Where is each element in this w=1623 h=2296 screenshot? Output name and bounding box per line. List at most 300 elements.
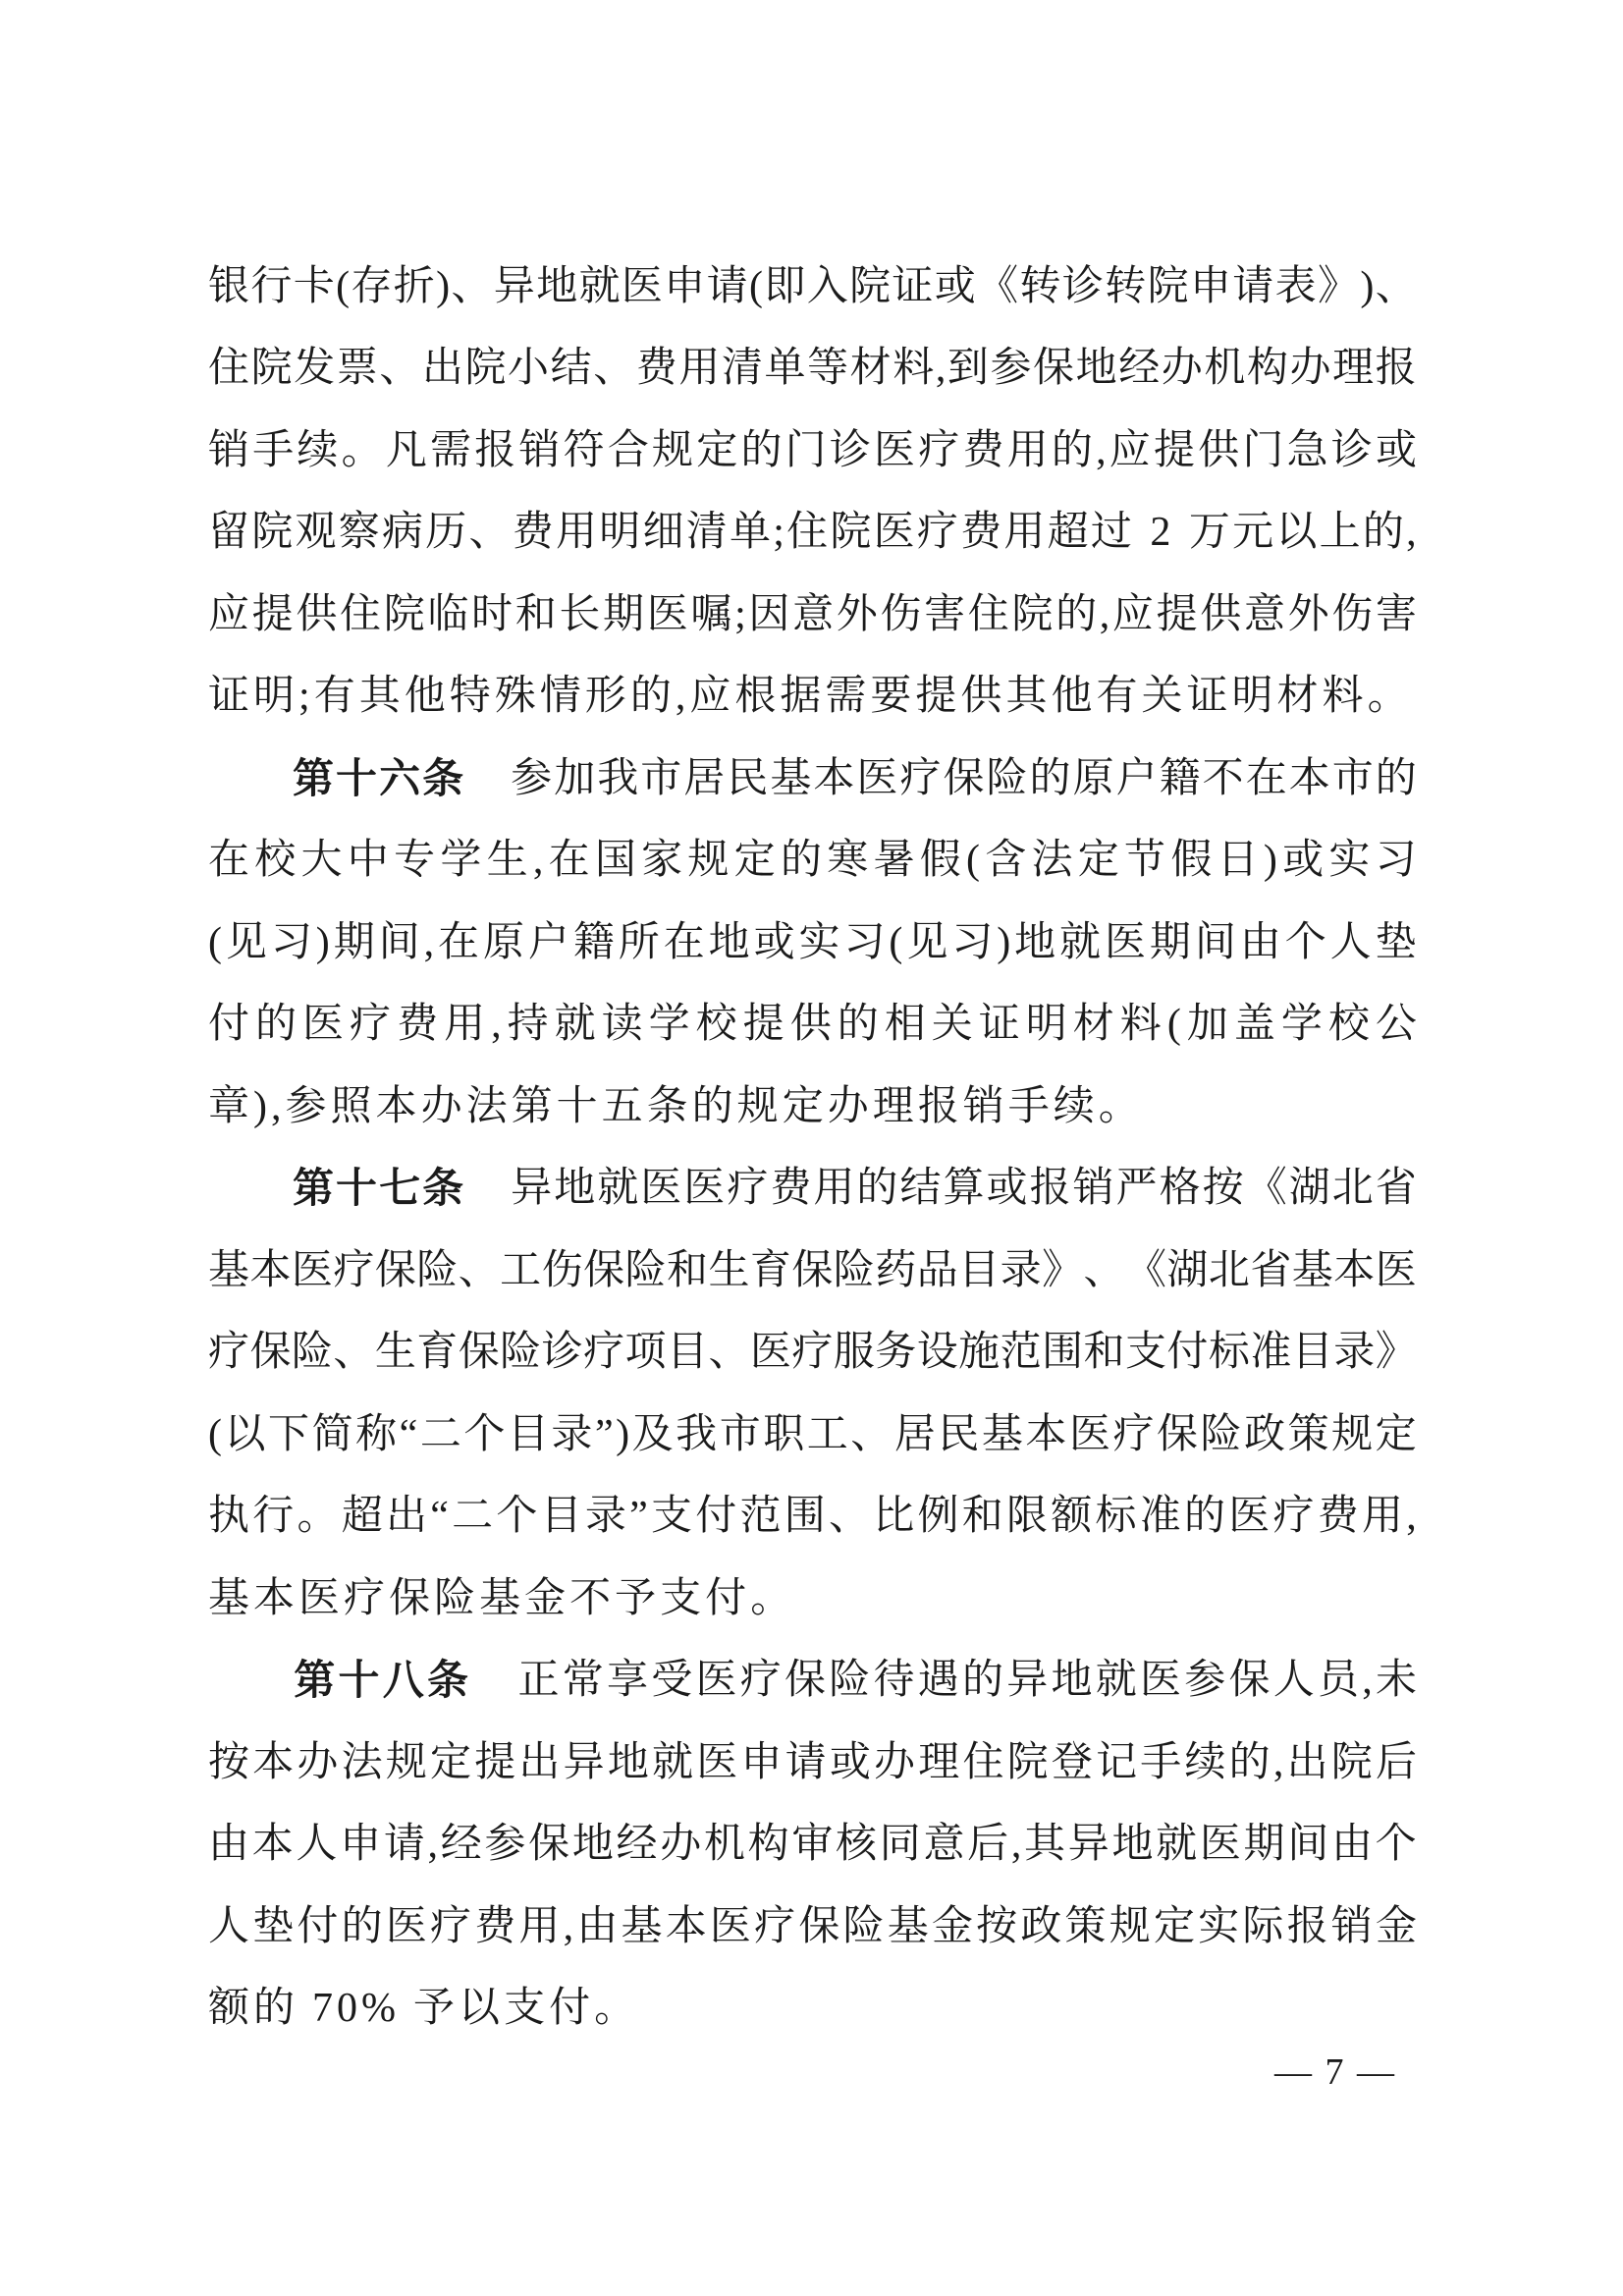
text-char: 结: [899, 1166, 942, 1212]
text-char: 险: [416, 1247, 459, 1293]
text-char: 费: [512, 510, 554, 556]
text-char: 长: [559, 591, 601, 637]
text-char: 我: [676, 1411, 718, 1457]
text-char: 格: [1159, 1166, 1201, 1212]
text-char: 手: [1007, 1083, 1050, 1129]
text-char: 算: [943, 1166, 985, 1212]
text-char: 严: [1115, 1166, 1158, 1212]
text-char: 用: [813, 1166, 855, 1212]
text-char: 院: [250, 346, 293, 392]
text-char: 按: [1202, 1166, 1244, 1212]
text-char: 材: [849, 346, 892, 392]
text-char: 暑: [873, 838, 915, 884]
text-char: 《: [1245, 1166, 1287, 1212]
text-char: 异: [493, 263, 535, 309]
text-char: 、: [593, 346, 635, 392]
text-char: 形: [584, 674, 626, 720]
text-char: 人: [296, 1822, 338, 1868]
text-char: 即: [764, 263, 806, 309]
text-char: 学: [1280, 1002, 1323, 1048]
text-char: 二: [419, 1411, 461, 1457]
text-char: 其: [358, 674, 401, 720]
text-char: 疗: [583, 1330, 625, 1376]
text-char: 本: [253, 1575, 296, 1621]
text-char: 经: [616, 1822, 658, 1868]
text-char: 规: [1331, 1411, 1374, 1457]
text-char: 保: [528, 1822, 570, 1868]
text-char: 医: [873, 510, 915, 556]
text-char: “: [399, 1411, 418, 1457]
text-char: 住: [340, 591, 382, 637]
text-char: 付: [1166, 1330, 1209, 1376]
text-char: (: [336, 263, 351, 309]
text-char: 办: [297, 1739, 339, 1785]
text-char: 参: [990, 346, 1032, 392]
text-char: (: [966, 838, 980, 884]
text-char: %: [361, 1986, 397, 2032]
text-char: ,: [1096, 427, 1107, 473]
text-char: 规: [1109, 1903, 1151, 1949]
text-line: [208, 1066, 1417, 1148]
text-char: 、: [451, 263, 493, 309]
text-char: 人: [1329, 919, 1372, 965]
text-char: 或: [1375, 427, 1417, 473]
text-char: 本: [1288, 755, 1330, 801]
text-char: 务: [875, 1330, 917, 1376]
text-char: 伤: [880, 591, 922, 637]
text-char: (: [208, 1411, 222, 1457]
text-char: 转: [1019, 263, 1061, 309]
text-char: 临: [427, 591, 469, 637]
text-char: 或: [829, 1739, 871, 1785]
text-char: 理: [1332, 346, 1375, 392]
text-char: 品: [916, 1247, 958, 1293]
text-char: 的: [856, 1166, 898, 1212]
text-char: (: [208, 919, 222, 965]
text-char: 应: [1111, 591, 1154, 637]
text-char: 要: [870, 674, 912, 720]
text-char: 相: [884, 1002, 926, 1048]
text-char: 按: [208, 1739, 250, 1785]
text-char: 行: [250, 263, 293, 309]
text-char: 在: [1245, 755, 1287, 801]
text-char: 历: [425, 510, 467, 556]
text-char: 提: [1156, 591, 1198, 637]
text-char: 家: [641, 838, 683, 884]
text-char: 保: [1033, 346, 1075, 392]
text-char: 、: [708, 1330, 750, 1376]
text-char: 经: [440, 1822, 482, 1868]
text-char: 理: [872, 1083, 914, 1129]
text-char: 费: [962, 427, 1004, 473]
text-line: [208, 1312, 1417, 1394]
text-char: 元: [1232, 510, 1274, 556]
text-char: 殊: [494, 674, 536, 720]
text-char: 就: [578, 263, 621, 309]
text-char: 医: [1139, 1658, 1181, 1704]
text-char: 构: [1246, 346, 1288, 392]
text-char: 校: [254, 838, 297, 884]
text-char: 时: [471, 591, 514, 637]
text-char: 地: [1075, 346, 1117, 392]
text-char: 行: [252, 1494, 295, 1540]
text-char: 《: [977, 263, 1019, 309]
text-char: 金: [524, 1575, 567, 1621]
text-char: 的: [341, 1903, 383, 1949]
text-char: 费: [474, 1903, 516, 1949]
text-char: 《: [1124, 1247, 1166, 1293]
text-char: 期: [603, 591, 645, 637]
text-char: 。: [594, 1986, 636, 2032]
text-char: 2: [1150, 510, 1171, 556]
text-char: 际: [1242, 1903, 1284, 1949]
text-char: 院: [830, 510, 872, 556]
text-char: ,: [935, 346, 947, 392]
text-char: 的: [961, 1658, 1003, 1704]
text-char: 出: [1286, 1739, 1328, 1785]
article-term-char: 七: [379, 1165, 421, 1212]
text-char: 疗: [754, 1903, 796, 1949]
text-line: [208, 1148, 1417, 1230]
text-char: 录: [551, 1411, 593, 1457]
text-char: 人: [208, 1903, 250, 1949]
text-line: [208, 1640, 1417, 1722]
text-line: [208, 574, 1417, 656]
text-char: 、: [468, 510, 511, 556]
text-char: 办: [874, 1739, 916, 1785]
text-char: 居: [683, 755, 726, 801]
article-term-char: 条: [422, 1165, 464, 1212]
text-char: 供: [1200, 591, 1242, 637]
text-char: ,: [1406, 1494, 1417, 1540]
text-char: 疗: [208, 1330, 250, 1376]
text-char: 称: [355, 1411, 398, 1457]
text-char: 医: [385, 1903, 427, 1949]
text-char: 、: [1083, 1247, 1125, 1293]
text-char: 由: [1239, 919, 1281, 965]
text-char: 关: [1141, 674, 1183, 720]
text-char: 基: [208, 1575, 250, 1621]
text-char: 录: [1000, 1247, 1042, 1293]
text-char: ,: [423, 919, 435, 965]
text-char: 定: [782, 1083, 824, 1129]
text-char: 在: [548, 838, 590, 884]
text-char: 围: [784, 1494, 826, 1540]
text-char: 到: [947, 346, 989, 392]
text-char: 个: [463, 1411, 506, 1457]
text-char: 节: [1124, 838, 1166, 884]
text-char: 目: [1291, 1330, 1333, 1376]
text-char: 等: [807, 346, 849, 392]
text-char: 生: [708, 1247, 750, 1293]
text-char: 的: [253, 1986, 296, 2032]
article-term-char: 十: [336, 754, 378, 801]
text-char: ,: [1010, 1822, 1022, 1868]
text-char: 费: [1317, 1494, 1359, 1540]
text-char: 在: [663, 919, 705, 965]
text-char: 基: [479, 1575, 521, 1621]
text-char: 本: [252, 1739, 295, 1785]
text-char: 异: [1006, 1658, 1049, 1704]
text-char: (: [889, 919, 903, 965]
text-char: 职: [763, 1411, 805, 1457]
article-term-char: 六: [379, 754, 421, 801]
text-char: 地: [607, 1739, 649, 1785]
text-char: 市: [719, 1411, 761, 1457]
text-char: 保: [583, 1247, 625, 1293]
text-char: 法: [465, 1083, 508, 1129]
text-char: 目: [666, 1330, 708, 1376]
text-char: 予: [615, 1575, 657, 1621]
text-char: 地: [708, 919, 750, 965]
text-char: 住: [962, 1739, 1004, 1785]
text-char: 住: [786, 510, 829, 556]
text-line: [208, 820, 1417, 902]
text-char: 生: [486, 838, 528, 884]
text-char: 间: [1287, 1822, 1329, 1868]
text-char: 诊: [541, 1330, 583, 1376]
text-char: 院: [383, 591, 425, 637]
text-char: 标: [1095, 1494, 1137, 1540]
text-char: 保: [374, 1247, 416, 1293]
text-char: 医: [640, 1166, 682, 1212]
text-char: 的: [1055, 591, 1098, 637]
text-char: 参: [1184, 1658, 1226, 1704]
text-char: 我: [597, 755, 639, 801]
text-char: 明: [1025, 1002, 1067, 1048]
text-char: 个: [1284, 919, 1326, 965]
text-line: [208, 902, 1417, 984]
text-char: 、: [850, 1411, 893, 1457]
text-char: 公: [1375, 1002, 1417, 1048]
text-char: 法: [1031, 838, 1073, 884]
text-char: 万: [1188, 510, 1230, 556]
text-char: 保: [389, 1575, 431, 1621]
text-char: 的: [255, 1002, 298, 1048]
text-char: 办: [420, 1083, 462, 1129]
text-char: 应: [1109, 427, 1151, 473]
text-char: 疗: [430, 1903, 472, 1949]
text-char: 地: [1051, 1658, 1093, 1704]
text-char: 申: [664, 263, 706, 309]
text-char: 特: [449, 674, 491, 720]
text-char: 或: [1282, 838, 1325, 884]
text-char: ”: [594, 1411, 614, 1457]
text-char: 的: [780, 838, 822, 884]
text-char: 生: [374, 1330, 416, 1376]
text-char: 医: [291, 1247, 333, 1293]
text-char: ): [436, 263, 451, 309]
text-char: 不: [569, 1575, 612, 1621]
text-line: [208, 984, 1417, 1066]
text-char: 符: [563, 427, 605, 473]
text-line: [208, 1230, 1417, 1312]
text-char: 、: [1375, 263, 1417, 309]
text-char: 就: [1156, 1822, 1198, 1868]
text-char: 请: [784, 1739, 827, 1785]
text-char: 服: [833, 1330, 875, 1376]
text-char: ;: [298, 674, 310, 720]
text-char: 申: [340, 1822, 382, 1868]
text-char: 应: [689, 674, 731, 720]
text-char: 供: [296, 591, 338, 637]
text-char: 和: [666, 1247, 708, 1293]
text-char: 医: [856, 755, 898, 801]
text-char: 受: [651, 1658, 693, 1704]
text-char: 条: [646, 1083, 688, 1129]
text-char: 院: [1006, 1739, 1049, 1785]
text-char: 待: [873, 1658, 915, 1704]
text-char: 明: [599, 510, 641, 556]
text-char: 、: [379, 346, 421, 392]
text-char: 观: [295, 510, 337, 556]
text-char: 门: [1242, 427, 1284, 473]
text-char: 供: [960, 674, 1002, 720]
text-char: 请: [706, 263, 748, 309]
text-char: 的: [1375, 755, 1417, 801]
text-char: 用: [444, 1002, 486, 1048]
text-char: 期: [333, 919, 375, 965]
text-line: [208, 656, 1417, 738]
text-char: 北: [1208, 1247, 1250, 1293]
text-char: 明: [1231, 674, 1273, 720]
text-char: 实: [1328, 838, 1371, 884]
text-char: 险: [842, 1903, 885, 1949]
text-char: 意: [1243, 591, 1285, 637]
text-char: 手: [1140, 1739, 1182, 1785]
text-char: (: [1166, 1002, 1181, 1048]
text-char: 民: [938, 1411, 980, 1457]
text-char: 院: [1330, 1739, 1373, 1785]
text-char: ): [315, 919, 330, 965]
text-char: 正: [517, 1658, 560, 1704]
text-char: 和: [961, 1494, 1003, 1540]
text-char: 用: [1362, 1494, 1404, 1540]
text-char: 见: [906, 919, 948, 965]
text-char: 上: [1319, 510, 1361, 556]
text-char: 中: [347, 838, 389, 884]
text-char: 医: [749, 1330, 791, 1376]
text-char: 医: [298, 1575, 341, 1621]
text-char: 本: [1333, 1247, 1376, 1293]
text-line: [208, 410, 1417, 492]
text-char: ,: [675, 674, 686, 720]
text-char: 疗: [739, 1658, 782, 1704]
text-char: 参: [511, 755, 553, 801]
text-char: 申: [1189, 263, 1231, 309]
text-char: 市: [640, 755, 682, 801]
text-char: 地: [1014, 919, 1056, 965]
text-char: 医: [646, 591, 688, 637]
text-char: ,: [427, 1822, 439, 1868]
text-char: 国: [594, 838, 636, 884]
text-char: 续: [1184, 1739, 1226, 1785]
text-char: 标: [1208, 1330, 1250, 1376]
text-char: 险: [500, 1330, 542, 1376]
text-char: 员: [1317, 1658, 1359, 1704]
text-char: 以: [1275, 510, 1318, 556]
text-char: 定: [1375, 1411, 1417, 1457]
text-char: 、: [333, 1330, 375, 1376]
text-char: 个: [1375, 1822, 1417, 1868]
text-char: 同: [879, 1822, 921, 1868]
text-char: 定: [1153, 1903, 1195, 1949]
text-char: 校: [695, 1002, 737, 1048]
text-char: 保: [458, 1330, 500, 1376]
text-char: 医: [709, 1903, 751, 1949]
text-char: 0: [337, 1986, 358, 2032]
text-char: 意: [792, 591, 835, 637]
text-char: 出: [518, 1739, 561, 1785]
text-char: 五: [601, 1083, 643, 1129]
text-char: 民: [727, 755, 769, 801]
text-char: 材: [1072, 1002, 1114, 1048]
text-char: 小: [508, 346, 550, 392]
text-char: 察: [338, 510, 380, 556]
text-char: 金: [931, 1903, 973, 1949]
text-char: 费: [770, 1166, 812, 1212]
text-line: [208, 1968, 1417, 2050]
text-char: 疗: [333, 1247, 375, 1293]
text-char: 办: [660, 1822, 702, 1868]
text-char: 有: [313, 674, 355, 720]
text-char: 规: [652, 427, 694, 473]
text-char: 定: [1077, 838, 1119, 884]
text-char: 手: [252, 427, 295, 473]
text-char: 垫: [1375, 919, 1417, 965]
text-char: 金: [1375, 1903, 1417, 1949]
text-char: 照: [330, 1083, 372, 1129]
text-char: 报: [1029, 1166, 1071, 1212]
text-char: 的: [1051, 427, 1093, 473]
text-char: 常: [562, 1658, 604, 1704]
text-char: 保: [784, 1658, 826, 1704]
text-char: 药: [875, 1247, 917, 1293]
text-char: 7: [312, 1986, 334, 2032]
text-char: 育: [749, 1247, 791, 1293]
text-char: 报: [917, 1083, 959, 1129]
text-char: 地: [571, 1822, 614, 1868]
text-char: 居: [893, 1411, 936, 1457]
text-char: 基: [621, 1903, 663, 1949]
text-char: 他: [1051, 674, 1093, 720]
text-char: 地: [1111, 1822, 1154, 1868]
text-char: 策: [1064, 1903, 1107, 1949]
text-char: 项: [624, 1330, 667, 1376]
text-char: 异: [563, 1739, 605, 1785]
text-char: 育: [416, 1330, 459, 1376]
text-char: 或: [986, 1166, 1028, 1212]
text-char: 》: [1318, 263, 1360, 309]
text-char: 单: [730, 510, 772, 556]
text-char: 》: [1375, 1330, 1417, 1376]
text-char: 就: [1059, 919, 1102, 965]
text-char: 续: [297, 427, 339, 473]
text-char: 需: [825, 674, 867, 720]
text-char: 未: [1375, 1658, 1417, 1704]
text-char: 医: [1375, 1247, 1417, 1293]
text-char: 核: [836, 1822, 878, 1868]
text-char: 机: [1204, 346, 1246, 392]
text-char: 理: [918, 1739, 960, 1785]
text-char: 出: [421, 346, 463, 392]
text-char: 其: [1005, 674, 1048, 720]
text-char: 院: [849, 263, 892, 309]
text-char: 诊: [829, 427, 871, 473]
text-char: 享: [606, 1658, 648, 1704]
text-char: 嘱: [690, 591, 732, 637]
text-char: 银: [208, 263, 250, 309]
